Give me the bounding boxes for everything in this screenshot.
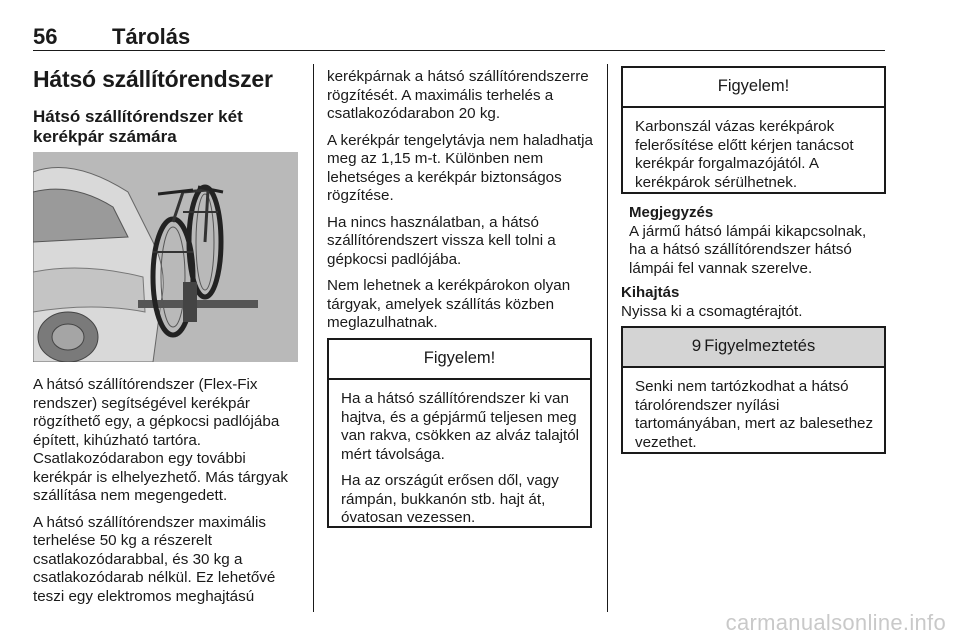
- kihajtas-block: [621, 284, 886, 321]
- paragraph: kerékpárnak a hátsó szállítórendszerre rögzítését. A maximális terhelés a csatlakozódarabon 20 kg.: [327, 68, 589, 122]
- caution-box-title: Figyelem!: [623, 68, 884, 108]
- column-divider-2: [607, 64, 608, 612]
- paragraph: A hátsó szállítórendszer maximális terhelése 50 kg a részerelt csatlakozódarabbal, és 30 kg a csatlakozódarab nélkül. Ez lehetővé teszi egy elektromos meghajtású: [33, 513, 276, 605]
- bike-carrier-illustration: [33, 152, 298, 362]
- caution-text: Ha az országút erősen dől, vagy rámpán, bukkanón stb. hajt át, óvatosan vezessen.: [341, 472, 559, 526]
- warning-box: [621, 326, 886, 454]
- watermark: carmanualsonline.info: [725, 610, 946, 635]
- column-1-text: [33, 376, 303, 614]
- paragraph: Ha nincs használatban, a hátsó szállítórendszert vissza kell tolni a gépkocsi padlójába.: [327, 213, 556, 268]
- paragraph: A kerékpár tengelytávja nem haladhatja meg az 1,15 m-t. Különben nem lehetséges a kerékpár biztonságos rögzítése.: [327, 131, 593, 204]
- caution-box-title: Figyelem!: [329, 340, 590, 380]
- note-block: [621, 204, 887, 278]
- caution-text: Ha a hátsó szállítórendszer ki van hajtva, és a gépjármű teljesen meg van rakva, csökken az alváz talajtól mért távolsága.: [341, 390, 580, 463]
- note-text: A jármű hátsó lámpái kikapcsolnak, ha a hátsó szállítórendszer hátsó lámpái fel vannak szerelve.: [629, 222, 867, 277]
- section-title: Hátsó szállítórendszer: [33, 66, 273, 92]
- warning-triangle-icon: 9: [691, 336, 702, 355]
- column-2-text: [327, 68, 597, 341]
- caution-box-1: [327, 338, 592, 528]
- column-divider-1: [313, 64, 314, 612]
- warning-box-header: [623, 328, 884, 368]
- page-number: 56: [33, 24, 58, 49]
- header-rule: [33, 50, 885, 51]
- paragraph: Nem lehetnek a kerékpárokon olyan tárgyak, amelyek szállítás közben meglazulhatnak.: [327, 277, 571, 331]
- warning-text: Senki nem tartózkodhat a hátsó tárolórendszer nyílási tartományában, mert az balesethez vezethet.: [635, 378, 874, 451]
- chapter-title: Tárolás: [112, 24, 191, 49]
- kihajtas-text: Nyissa ki a csomagtérajtót.: [621, 302, 803, 320]
- note-title: Megjegyzés: [629, 204, 714, 221]
- kihajtas-title: Kihajtás: [621, 284, 680, 301]
- caution-text: Karbonszál vázas kerékpárok felerősítése előtt kérjen tanácsot kerékpár forgalmazójától. A kerékpárok sérülhetnek.: [635, 118, 854, 191]
- caution-box-2: [621, 66, 886, 194]
- paragraph: A hátsó szállítórendszer (Flex-Fix rendszer) segítségével kerékpár rögzíthető egy, a gépkocsi padlójába épített, kihúzható tartóra. Csatlakozódarabon egy további kerékpár is elhelyezhető. Más tárgyak szállítása nem megengedett.: [33, 376, 288, 504]
- subsection-title: Hátsó szállítórendszer két kerékpár számára: [33, 107, 243, 146]
- warning-box-title: Figyelmeztetés: [704, 337, 816, 355]
